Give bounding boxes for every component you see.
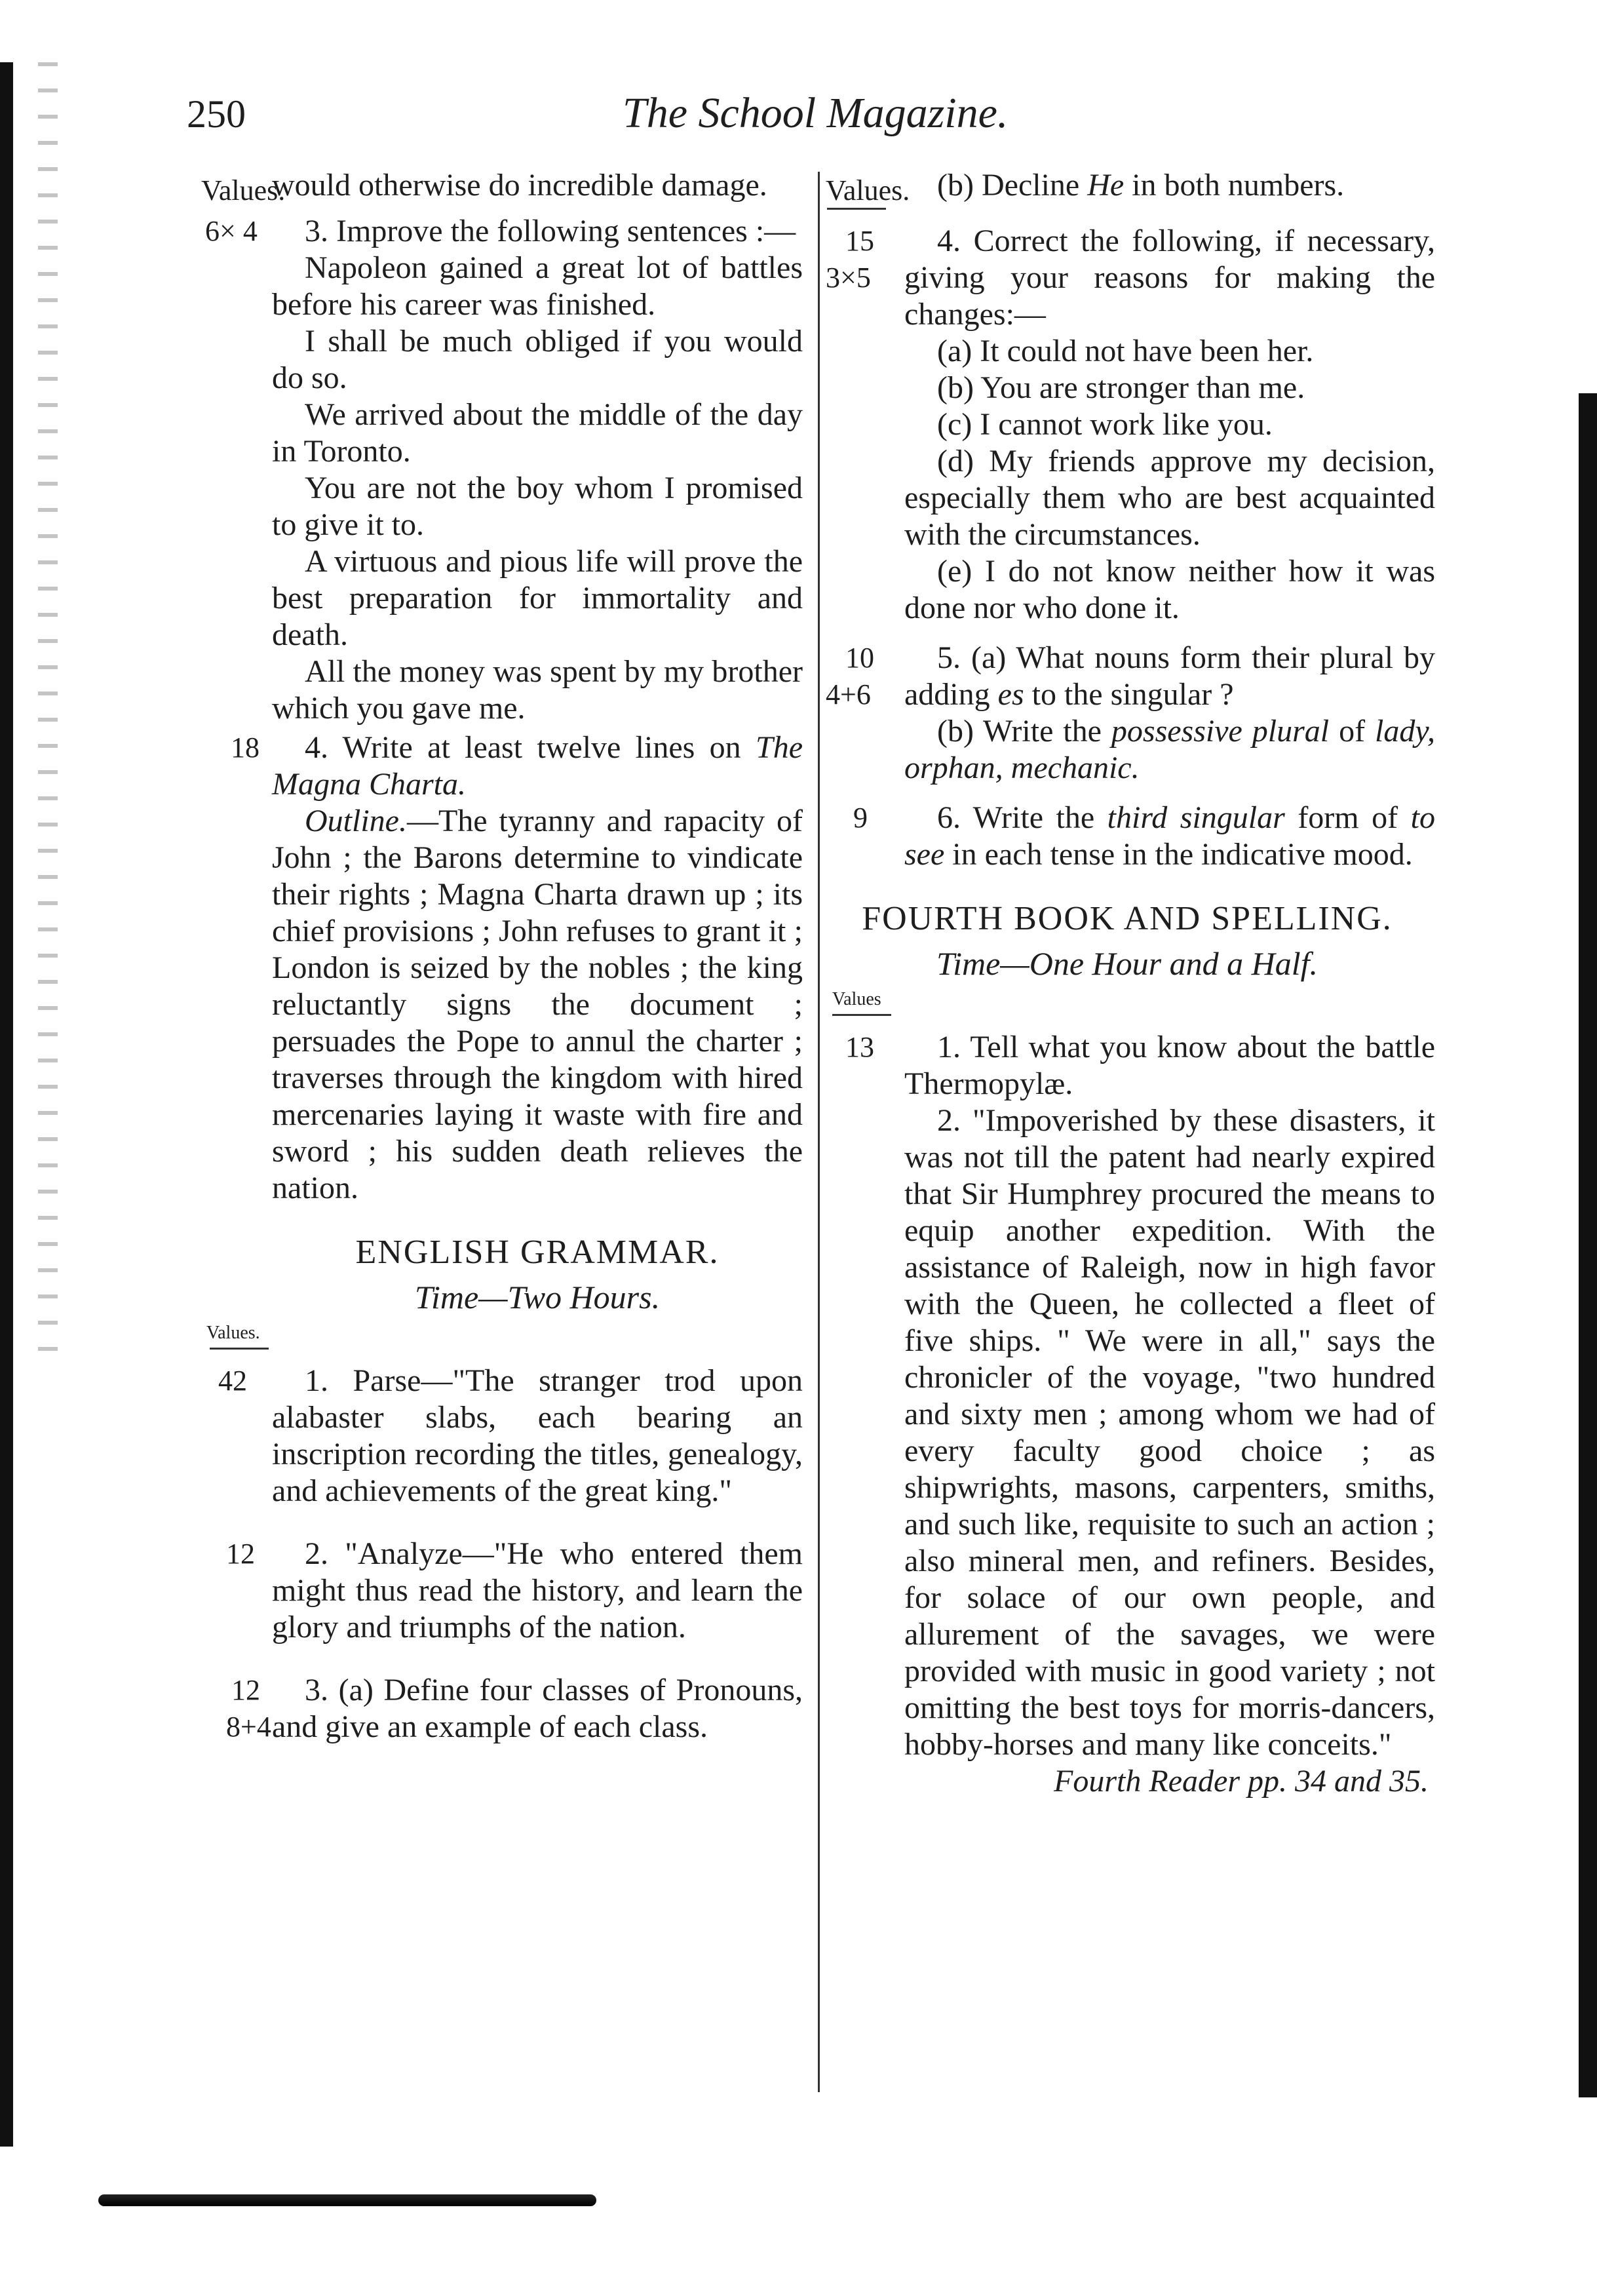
sentence: We arrived about the middle of the day in Toronto. (272, 397, 803, 469)
right-column (819, 167, 1435, 1800)
question-value: 8+4 (226, 1711, 271, 1743)
question-text: 4. Write at least twelve lines on The Magna Charta. (272, 730, 803, 802)
outline-text: —The tyranny and rapacity of John ; the Barons determine to vindicate their rights ; Magna Charta drawn up ; its chief provisions ; John refuses to grant it ; London is seized by the nobles ; the king reluctantly signs the document ; persuades the Pope to annul the charter ; traverses through the kingdom with hired mercenaries laying it waste with fire and sword ; his sudden death relieves the nation. (272, 804, 803, 1205)
question-value: 18 (231, 731, 260, 764)
section-time: Time—Two Hours. (414, 1279, 661, 1315)
question-value: 10 (845, 642, 874, 674)
question-text: 6. Write the third singular form of to see in each tense in the indicative mood. (904, 800, 1435, 872)
list-item: (c) I cannot work like you. (937, 407, 1273, 442)
question-value: 12 (226, 1538, 255, 1570)
scan-mark-bottom (98, 2194, 596, 2206)
section-time: Time—One Hour and a Half. (936, 945, 1318, 982)
question-text: 3. (a) Define four classes of Pronouns, and give an example of each class. (272, 1673, 803, 1744)
question-text: 2. "Analyze—"He who entered them might thus read the history, and learn the glory and triumphs of the nation. (272, 1536, 803, 1644)
question-continuation (167, 167, 803, 204)
sentence: You are not the boy whom I promised to give it to. (272, 471, 803, 542)
question-6 (819, 800, 1435, 873)
question-b-decline (819, 167, 1435, 204)
sentence: All the money was spent by my brother which you gave me. (272, 654, 803, 726)
question-3 (167, 213, 803, 727)
list-item: (a) It could not have been her. (937, 334, 1314, 368)
section-heading: FOURTH BOOK AND SPELLING. (862, 900, 1393, 937)
question-text: would otherwise do incredible damage. (272, 168, 767, 203)
question-text: 2. "Impoverished by these disasters, it was not till the patent had nearly expired that Sir Humphrey procured the means to equip another expedition. With the assistance of Raleigh, now in high favor with the Queen, he collected a fleet of five ships. " We were in all," says the chronicler of the voyage, "two hundred and sixty men ; among whom we had of every faculty good choice ; as shipwrights, masons, carpenters, smiths, and such like, requisite to such an action ; also mineral men, and refiners. Besides, for solace of our own people, and allurement of the savages, we were provided with music in good variety ; not omitting the best toys for morris-dancers, hobby-horses and many like conceits." (904, 1103, 1435, 1762)
scan-noise-left (38, 62, 58, 1373)
scan-edge-right (1579, 393, 1597, 2097)
question-value: 9 (853, 802, 868, 834)
question-text: (b) Write the possessive plural of lady, orphan, mechanic. (904, 714, 1436, 785)
values-divider (210, 1348, 269, 1350)
question-4-correct (819, 223, 1435, 627)
list-item: (b) You are stronger than me. (937, 370, 1305, 405)
question-value: 12 (231, 1674, 260, 1706)
page-number: 250 (187, 92, 246, 136)
grammar-question-2 (167, 1536, 803, 1646)
question-text: 5. (a) What nouns form their plural by adding es to the singular ? (904, 640, 1435, 712)
sentence: Napoleon gained a great lot of battles before his career was finished. (272, 250, 803, 322)
question-value: 6× 4 (205, 215, 258, 247)
question-value: 3×5 (826, 262, 871, 294)
outline (272, 803, 803, 1207)
list-item: (d) My friends approve my decision, especially them who are best acquainted with the circumstances. (904, 444, 1435, 552)
outline-label: Outline. (305, 804, 407, 838)
grammar-question-1 (167, 1363, 803, 1509)
question-5 (819, 640, 1435, 787)
question-text: 1. Parse—"The stranger trod upon alabaster slabs, each bearing an inscription recording the titles, genealogy, and achievements of the great king." (272, 1363, 803, 1508)
topic: The Magna Charta. (272, 730, 803, 802)
question-intro: 3. Improve the following sentences :— (305, 214, 796, 248)
values-label: Values (832, 989, 881, 1009)
question-value: 4+6 (826, 678, 871, 710)
scan-edge-left (0, 62, 13, 2147)
list-item: (e) I do not know neither how it was done nor who done it. (904, 554, 1435, 625)
values-divider (832, 1014, 891, 1016)
values-label: Values. (826, 174, 910, 206)
question-text: 1. Tell what you know about the battle Thermopylæ. (904, 1030, 1435, 1101)
section-heading: ENGLISH GRAMMAR. (355, 1234, 720, 1271)
question-value: 13 (845, 1031, 874, 1063)
source-citation: Fourth Reader pp. 34 and 35. (1054, 1764, 1429, 1799)
question-intro: 4. Correct the following, if necessary, giving your reasons for making the changes:— (904, 224, 1435, 332)
sentence: A virtuous and pious life will prove the best preparation for immortality and death. (272, 544, 803, 652)
running-title: The School Magazine. (623, 89, 1009, 137)
question-value: 15 (845, 225, 874, 257)
values-label: Values. (206, 1323, 260, 1343)
grammar-question-3 (167, 1672, 803, 1745)
question-4 (167, 730, 803, 1207)
left-column (167, 167, 803, 1745)
values-label: Values. (201, 174, 286, 206)
fourth-question-1 (819, 1029, 1435, 1800)
sentence: I shall be much obliged if you would do so. (272, 324, 803, 395)
question-value: 42 (218, 1365, 247, 1397)
question-text: (b) Decline He in both numbers. (937, 168, 1345, 203)
